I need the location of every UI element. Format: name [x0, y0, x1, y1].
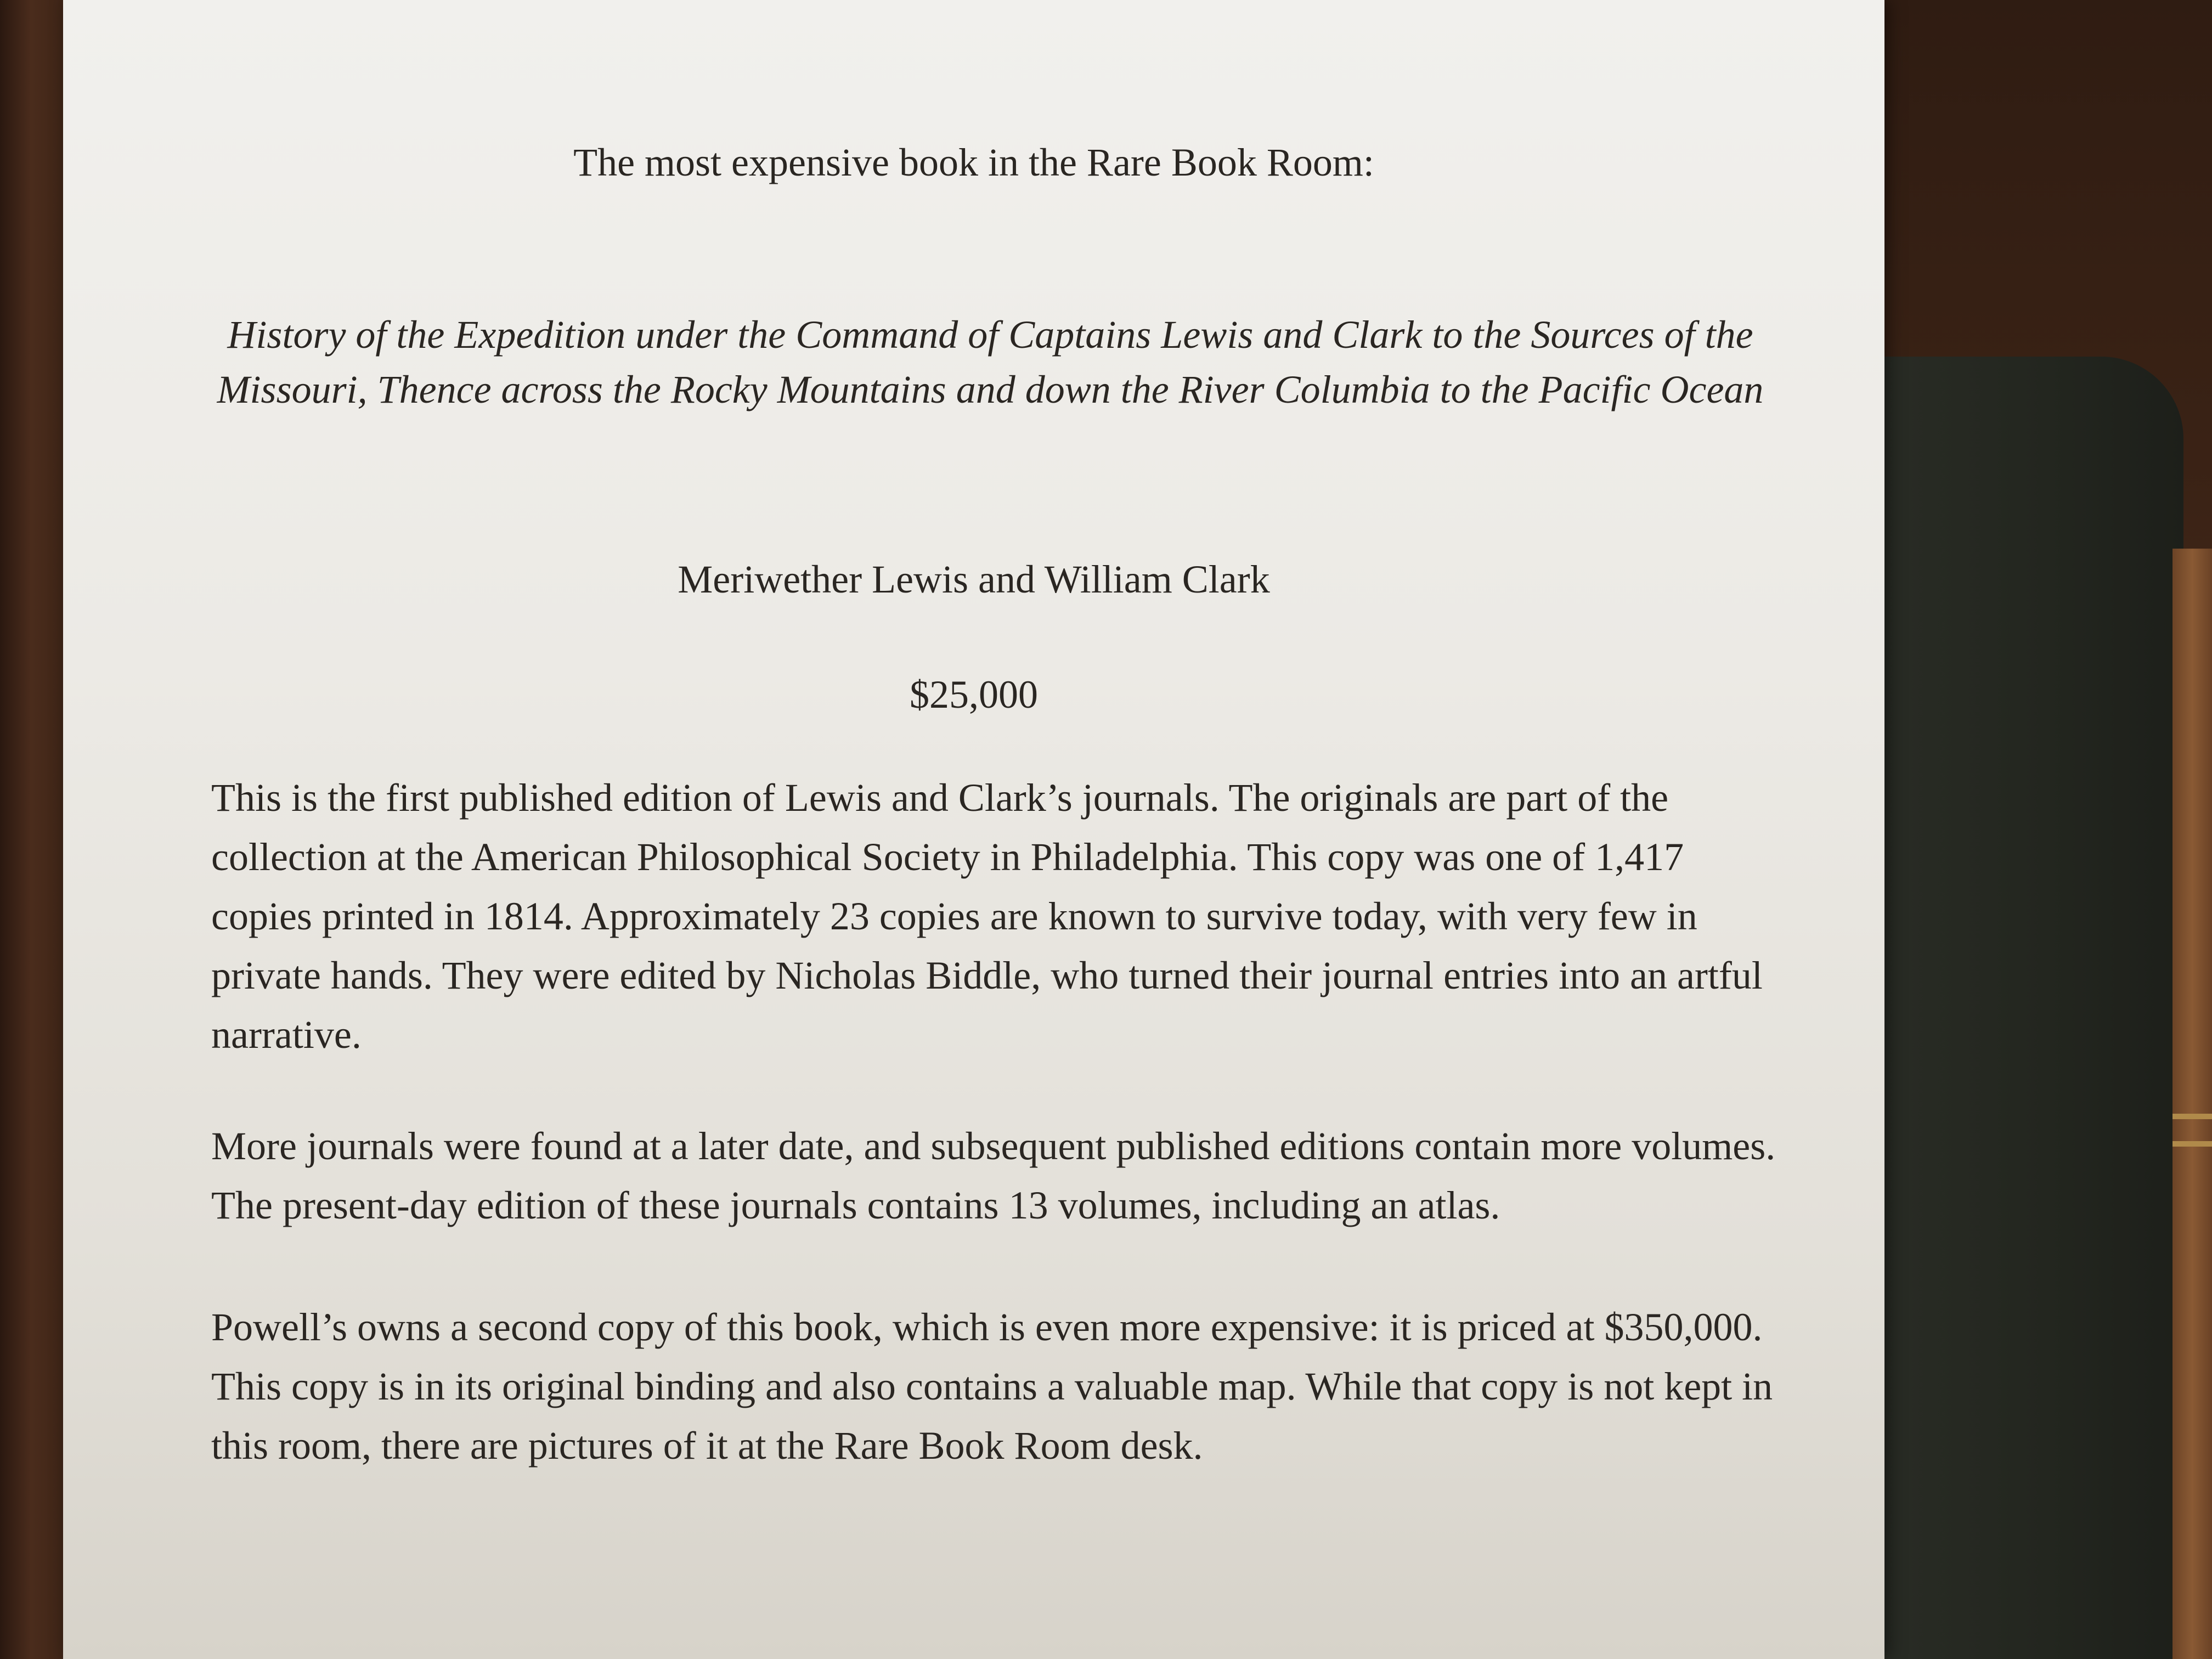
description-paragraph: This is the first published edition of Lewis and Clark’s journals. The originals are part of the collection at the American Philosophical Society in Philadelphia. This copy was one of 1,417 copies printed in 1814. Approximately 23 copies are known to survive today, with very few in private hands. They were edited by Nicholas Biddle, who turned their journal entries into an artful narrative.: [211, 776, 1763, 1057]
description-paragraph: More journals were found at a later date, and subsequent published editions contain more volumes. The present-day edition of these journals contains 13 volumes, including an atlas.: [211, 1124, 1776, 1227]
sheet-heading: The most expensive book in the Rare Book Room:: [573, 140, 1374, 184]
dark-folder: [1843, 357, 2183, 1659]
book-spine-band: [2172, 1141, 2212, 1147]
book-authors: Meriwether Lewis and William Clark: [678, 557, 1270, 601]
book-title: History of the Expedition under the Command of Captains Lewis and Clark to the Sources of the Missouri, Thence across the Rocky Mountains and down the River Columbia to the Pacific Ocean: [217, 313, 1764, 411]
sheet-content: [63, 0, 1884, 1659]
book-spine-band: [2172, 1114, 2212, 1119]
book-price: $25,000: [910, 673, 1038, 716]
description-paragraph: Powell’s owns a second copy of this book, which is even more expensive: it is priced at $350,000. This copy is in its original binding and also contains a valuable map. While that copy is not kept in this room, there are pictures of it at the Rare Book Room desk.: [211, 1305, 1773, 1468]
printed-sheet: [63, 0, 1884, 1659]
book-spine: [2172, 549, 2212, 1659]
